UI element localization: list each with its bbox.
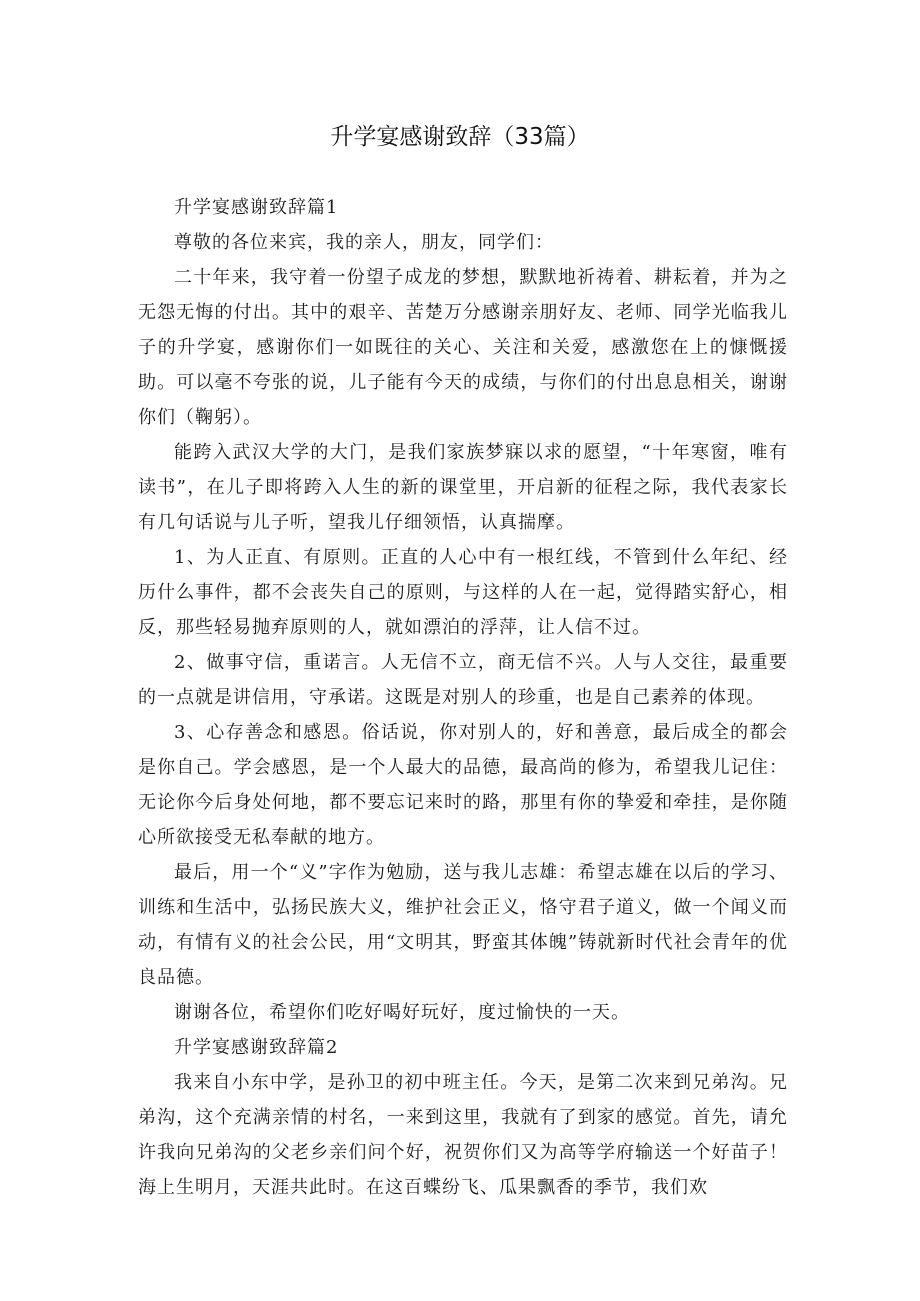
- document-title: 升学宴感谢致辞（33篇）: [330, 124, 590, 150]
- body-paragraph: 2、做事守信，重诺言。人无信不立，商无信不兴。人与人交往，最重要的一点就是讲信用，守承诺。这既是对别人的珍重，也是自己素养的体现。: [138, 652, 788, 708]
- body-paragraph: 能跨入武汉大学的大门，是我们家族梦寐以求的愿望，“十年寒窗，唯有读书”，在儿子即将跨入人生的新的课堂里，开启新的征程之际，我代表家长有几句话说与儿子听，望我儿仔细领悟，认真揣摩。: [138, 442, 788, 533]
- section-heading: 升学宴感谢致辞篇1: [174, 197, 339, 218]
- section-heading: 升学宴感谢致辞篇2: [174, 1037, 339, 1058]
- body-paragraph: 3、心存善念和感恩。俗话说，你对别人的，好和善意，最后成全的都会是你自己。学会感恩，是一个人最大的品德，最高尚的修为，希望我儿记住：无论你今后身处何地，都不要忘记来时的路，那里有你的挚爱和牵挂，是你随心所欲接受无私奉献的地方。: [138, 722, 788, 848]
- body-paragraph: 二十年来，我守着一份望子成龙的梦想，默默地祈祷着、耕耘着，并为之无怨无悔的付出。其中的艰辛、苦楚万分感谢亲朋好友、老师、同学光临我儿子的升学宴，感谢你们一如既往的关心、关注和关爱，感激您在上的慷慨援助。可以毫不夸张的说，儿子能有今天的成绩，与你们的付出息息相关，谢谢你们（鞠躬）。: [138, 267, 788, 428]
- body-paragraph: 1、为人正直、有原则。正直的人心中有一根红线，不管到什么年纪、经历什么事件，都不会丧失自己的原则，与这样的人在一起，觉得踏实舒心，相反，那些轻易抛弃原则的人，就如漂泊的浮萍，让人信不过。: [138, 547, 788, 638]
- body-paragraph: 我来自小东中学，是孙卫的初中班主任。今天，是第二次来到兄弟沟。兄弟沟，这个充满亲情的村名，一来到这里，我就有了到家的感觉。首先，请允许我向兄弟沟的父老乡亲们问个好，祝贺你们又为高等学府输送一个好苗子！海上生明月，天涯共此时。在这百蝶纷飞、瓜果飘香的季节，我们欢: [138, 1072, 788, 1198]
- document-body: [138, 190, 788, 1205]
- salutation: 尊敬的各位来宾，我的亲人，朋友，同学们：: [174, 232, 554, 253]
- closing-paragraph: 谢谢各位，希望你们吃好喝好玩好，度过愉快的一天。: [174, 1002, 630, 1023]
- body-paragraph: 最后，用一个“义”字作为勉励，送与我儿志雄：希望志雄在以后的学习、训练和生活中，弘扬民族大义，维护社会正义，恪守君子道义，做一个闻义而动，有情有义的社会公民，用“文明其，野蛮其体魄”铸就新时代社会青年的优良品德。: [138, 862, 788, 988]
